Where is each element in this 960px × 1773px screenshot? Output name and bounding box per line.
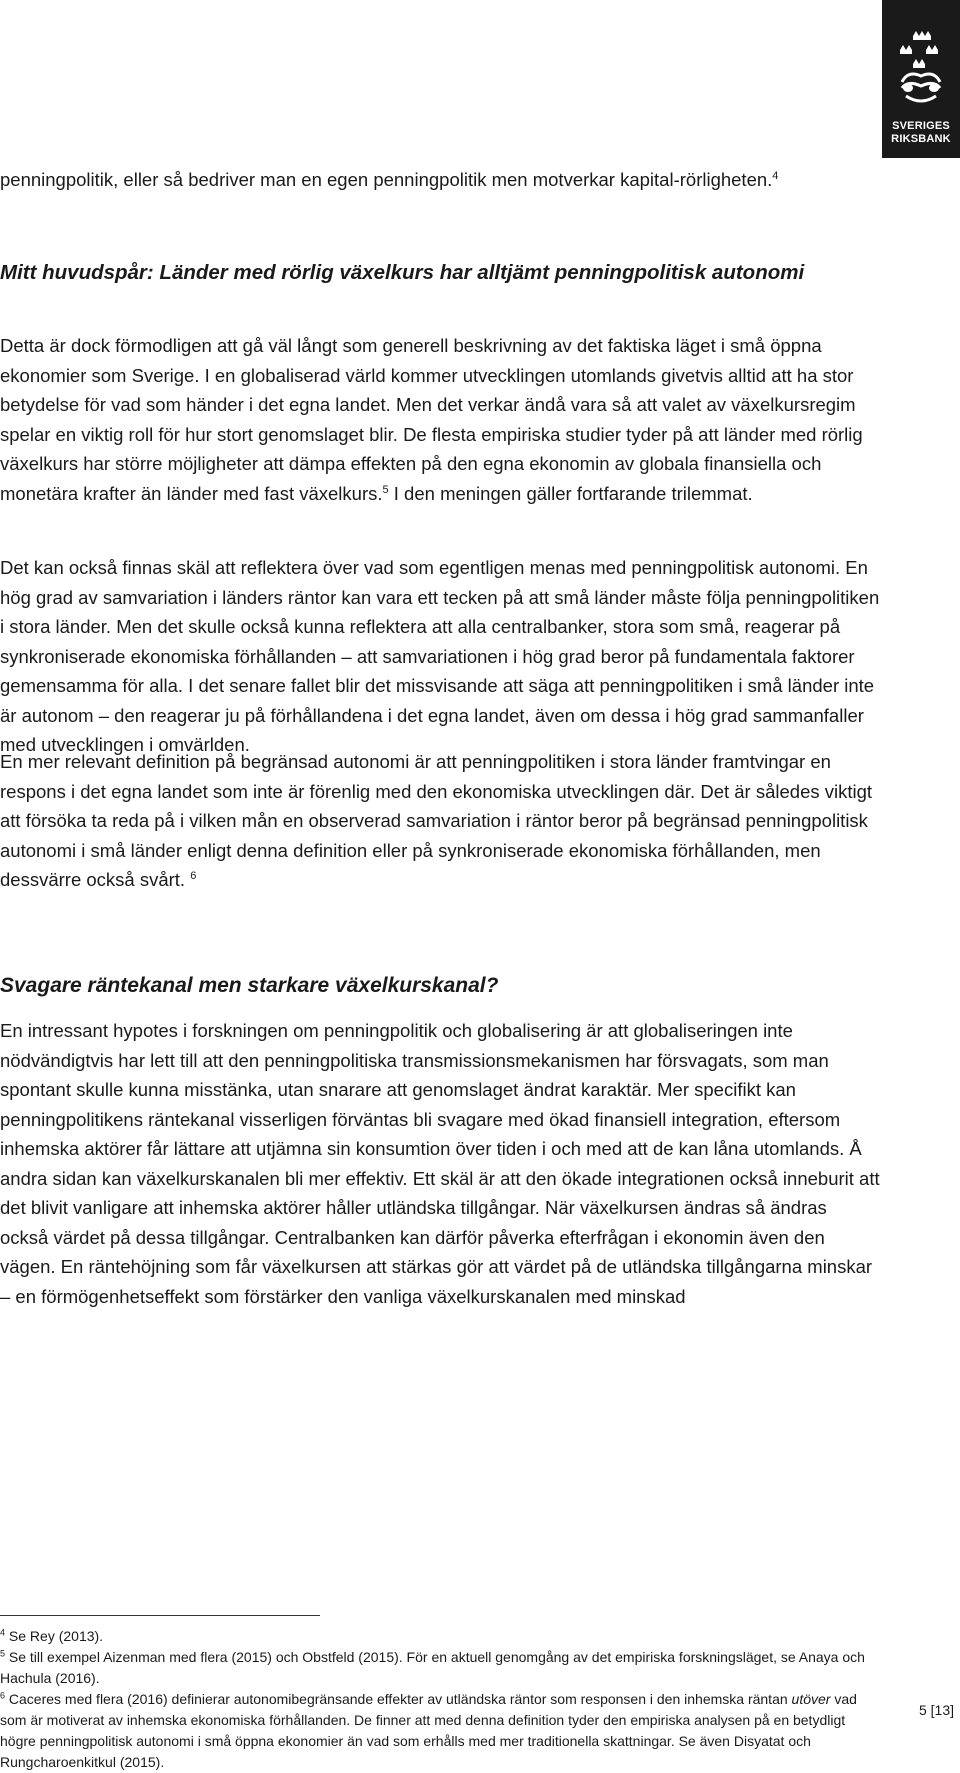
footnote-ref-4[interactable]: 4 — [772, 169, 779, 182]
page-number: 5 [13] — [918, 1702, 954, 1718]
footnote-4-text: Se Rey (2013). — [5, 1628, 104, 1644]
footnote-4-number: 4 — [0, 1627, 6, 1638]
paragraph-4: En intressant hypotes i forskningen om penningpolitik och globalisering är att globaliseringen inte nödvändigtvis har lett till att den penningpolitiska transmissionsmekanismen har försvagats, som man spontant skulle kunna misstänka, utan snarare att genomslaget ändrat karaktär. Mer specifikt kan penningpolitikens räntekanal visserligen förväntas bli svagare med ökad finansiell integration, eftersom inhemska aktörer får lättare att utjämna sin konsumtion över tiden i och med att de kan låna utomlands. Å andra sidan kan växelkurskanalen bli mer effektiv. Ett skäl är att den ökade integrationen också inneburit att det blivit vanligare att inhemska aktörer håller utländska tillgångar. När växelkursen ändras så ändras också värdet på dessa tillgångar. Centralbanken kan därför påverka efterfrågan i ekonomin även den vägen. En räntehöjning som får växelkursen att stärkas gör att värdet på de utländska tillgångarna minskar – en förmögenhetseffekt som förstärker den vanliga växelkurskanalen med minskad — [0, 1020, 880, 1307]
footnote-4 — [0, 1626, 880, 1647]
footnote-5-text: Se till exempel Aizenman med flera (2015) och Obstfeld (2015). För en aktuell genomgång av det empiriska forskningsläget, se Anaya och Hachula (2016). — [0, 1649, 865, 1686]
footnote-6-text-b: vad som är motiverat av inhemska ekonomiska förhållanden. De finner att med denna definition tyder den empiriska analysen på en betydligt högre penningpolitisk autonomi i små öppna ekonomier än vad som erhålls med mer traditionella skattningar. Se även Disyatat och Rungcharoenkitkul (2015). — [0, 1691, 857, 1770]
intro-paragraph — [0, 165, 880, 195]
intro-text: penningpolitik, eller så bedriver man en egen penningpolitik men motverkar kapital-rörligheten. — [0, 169, 773, 190]
paragraph-2: Det kan också finnas skäl att reflektera över vad som egentligen menas med penningpolitisk autonomi. En hög grad av samvariation i länders räntor kan vara ett tecken på att små länder måste följa penningpolitiken i stora länder. Men det skulle också kunna reflektera att alla centralbanker, stora som små, reagerar på synkroniserade ekonomiska förhållanden – att samvariationen i hög grad beror på fundamentala faktorer gemensamma för alla. I det senare fallet blir det missvisande att säga att penningpolitiken i små länder inte är autonom – den reagerar ju på förhållandena i det egna landet, även om dessa i hög grad sammanfaller med utvecklingen i omvärlden. — [0, 557, 880, 755]
paragraph-1 — [0, 331, 880, 508]
paragraph-1-text-a: Detta är dock förmodligen att gå väl långt som generell beskrivning av det faktiska läget i små öppna ekonomier som Sverige. I en globaliserad värld kommer utvecklingen utomlands givetvis alltid att ha stor betydelse för vad som händer i det egna landet. Men det verkar ändå vara så att valet av växelkursregim spelar en viktig roll för hur stort genomslaget blir. De flesta empiriska studier tyder på att länder med rörlig växelkurs har större möjligheter att dämpa effekten på den egna ekonomin av globala finansiella och monetära krafter än länder med fast växelkurs. — [0, 335, 863, 504]
paragraph-3 — [0, 747, 880, 895]
crown-emblem-icon — [896, 30, 946, 110]
footnote-6-text-a: Caceres med flera (2016) definierar autonomibegränsande effekter av utländska räntor som responsen i den inhemska räntan — [5, 1691, 792, 1707]
footnote-ref-5[interactable]: 5 — [382, 483, 389, 496]
paragraph-1-text-b: I den meningen gäller fortfarande trilemmat. — [388, 482, 753, 504]
subheading: Mitt huvudspår: Länder med rörlig växelkurs har alltjämt penningpolitisk autonomi — [0, 261, 805, 284]
footnote-6 — [0, 1689, 880, 1773]
footnote-5-number: 5 — [0, 1648, 6, 1659]
footnote-5 — [0, 1647, 880, 1689]
logo-text-line1: SVERIGES — [892, 120, 950, 132]
section-heading: Svagare räntekanal men starkare växelkurskanal? — [0, 974, 499, 997]
footnote-6-emphasis: utöver — [791, 1691, 831, 1707]
riksbank-logo — [882, 0, 960, 158]
footnote-ref-6[interactable]: 6 — [190, 869, 197, 882]
footnote-separator — [0, 1615, 320, 1616]
footnote-6-number: 6 — [0, 1690, 6, 1701]
paragraph-3-text: En mer relevant definition på begränsad autonomi är att penningpolitiken i stora länder framtvingar en respons i det egna landet som inte är förenlig med den ekonomiska utvecklingen där. Det är således viktigt att försöka ta reda på i vilken mån en observerad samvariation i räntor beror på begränsad penningpolitisk autonomi i små länder enligt denna definition eller på synkroniserade ekonomiska förhållanden, men dessvärre också svårt. — [0, 751, 873, 890]
logo-text-line2: RIKSBANK — [891, 133, 951, 145]
